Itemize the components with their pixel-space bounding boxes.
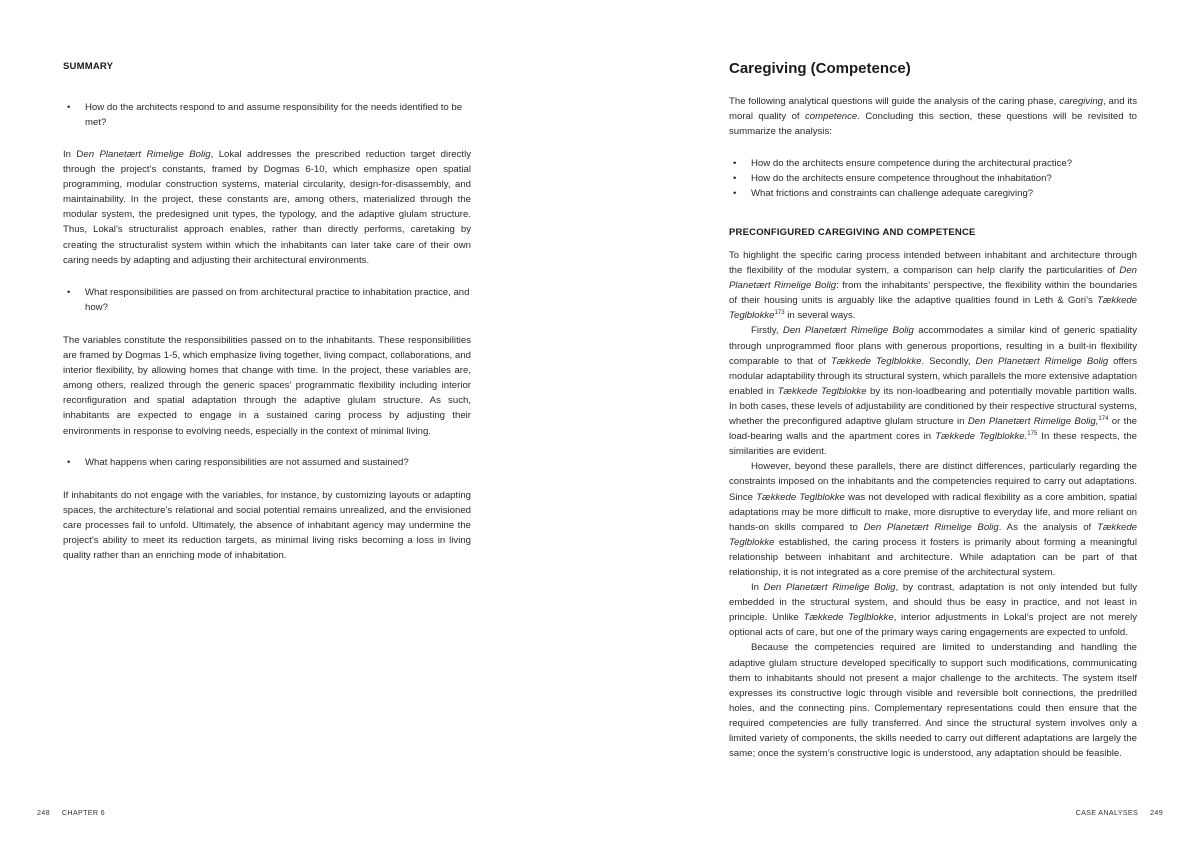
emphasis: competence: [805, 111, 858, 123]
project-title: en Planetært Rimelige Bolig: [83, 149, 211, 160]
paragraph: [729, 580, 1137, 640]
paragraph: [729, 323, 1137, 459]
text-run: In D: [63, 149, 84, 160]
list-item: • How do the architects respond to and assume responsibility for the needs identified to be met?: [63, 100, 471, 130]
project-title: Den Planetært Rimelige Bolig: [975, 355, 1109, 367]
project-title: Tækkede Teglblokke.: [935, 431, 1028, 443]
project-title: Den Planetært Rimelige Bolig: [763, 582, 896, 594]
analysis-questions: [729, 156, 1137, 201]
list-item: • What responsibilities are passed on from architectural practice to inhabitation practice, and how?: [63, 285, 471, 315]
text-run: established, the caring process it fosters is primarily about forming a meaningful relationship between inhabitant and architecture. While adaptation can be part of that relationship, it is not integrated as a core premise of the architectural system.: [729, 536, 1137, 578]
chapter-label: CHAPTER 6: [61, 808, 105, 817]
body-text: [729, 248, 1137, 761]
text-run: , interior adjustments in Lokal’s project are not merely optional acts of care, but one of the primary ways caring engagements are expected to unfold.: [729, 612, 1137, 639]
text-run: Firstly,: [751, 325, 783, 337]
text-run: . Secondly,: [921, 355, 976, 367]
summary-paragraph-1: [63, 147, 471, 268]
right-footer: [1076, 808, 1163, 817]
text-run: accommodates a similar kind of generic spatiality through unprogrammed floor plans with generous proportions, resulting in a built-in flexibility comparable to that of: [729, 325, 1138, 367]
question-list-3: [63, 455, 471, 470]
paragraph: [729, 459, 1137, 580]
left-footer: [37, 808, 105, 817]
question-list-1: [63, 100, 471, 130]
page-number: 248: [37, 808, 50, 817]
chapter-label: CASE ANALYSES: [1075, 808, 1139, 817]
page-title: Caregiving (Competence): [729, 60, 911, 77]
right-page: [600, 0, 1200, 849]
summary-paragraph-2: The variables constitute the responsibilities passed on to the inhabitants. These responsibilities are framed by Dogmas 1-5, which emphasize living together, living compact, collaborations, and interior flexibility, by allowing homes that change with time. In the project, these variables are, among others, realized through the generic spaces’ programmatic flexibility including interior reconfiguration and spatial adaptation through the adaptive glulam structure. As such, inhabitants are expected to engage in a sustained caring process by adjusting their environments in response to evolving needs, especially in the context of minimal living.: [63, 335, 471, 437]
text-run: To highlight the specific caring process intended between inhabitant and architecture through the flexibility of the modular system, a comparison can help clarify the particularities of: [729, 250, 1137, 277]
project-title: Den Planetært Rimelige Bolig,: [967, 416, 1099, 428]
text-run: , by contrast, adaptation is not only intended but fully embedded in the structural system, and should thus be easy in practice, and not least in principle. Unlike: [729, 582, 1138, 624]
text-run: , and its moral quality of: [729, 96, 1137, 123]
paragraph: Because the competencies required are limited to understanding and handling the adaptive glulam structure developed specifically to support such modifications, communicating them to inhabitants should not present a major challenge to the architects. The system itself expresses its constructive logic through visible and reversible bolt connections, the predrilled holes, and the connecting pins. Complementary representations could then ensure that the required competencies are fully transferred. And since the structural system involves only a limited variety of components, the skills needed to carry out different adaptations are largely the same; once the system’s constructive logic is understood, any adaptation should be feasible.: [729, 642, 1137, 760]
question-list-2: [63, 285, 471, 315]
text-run: In these respects, the similarities are evident.: [729, 431, 1137, 458]
project-title: Den Planetært Rimelige Bolig: [782, 325, 914, 337]
project-title: Tækkede Teglblokke: [756, 491, 845, 503]
project-title: Tækkede Teglblokke: [830, 355, 922, 367]
emphasis: caregiving: [1059, 96, 1104, 107]
intro-paragraph: [729, 94, 1137, 139]
footnote-ref: 175: [1027, 431, 1038, 438]
text-run: However, beyond these parallels, there are distinct differences, particularly regarding the constraints imposed on the inhabitants and the competencies required to carry out adaptations. Since: [729, 461, 1137, 503]
project-title: Den Planetært Rimelige Bolig: [729, 265, 1137, 292]
text-run: In: [751, 582, 764, 594]
project-title: Tækkede Teglblokke: [777, 385, 867, 397]
text-run: by its non-loadbearing and potentially movable partition walls. In both cases, these levels of adjustability are conditioned by their respective structural systems, whether the preconfigured adaptive glulam structure in: [729, 385, 1137, 428]
text-run: offers modular adaptability through its structural system, which parallels the more extensive adaptation enabled in: [729, 355, 1137, 397]
project-title: Tækkede Teglblokke: [803, 612, 894, 624]
footnote-ref: 174: [1098, 416, 1109, 423]
text-run: in several ways.: [784, 310, 856, 322]
summary-paragraph-3: If inhabitants do not engage with the variables, for instance, by customizing layouts or adapting spaces, the architecture’s relational and social potential remains unrealized, and the envisioned care processes fail to unfold. Ultimately, the absence of inhabitant agency may undermine the project’s ability to meet its reduction targets, as minimal living risks becoming a loss in living quality rather than an enriching mode of inhabitation.: [63, 490, 471, 562]
list-item: • How do the architects ensure competence throughout the inhabitation?: [729, 171, 1137, 186]
text-run: , Lokal addresses the prescribed reduction target directly through the project’s constants, framed by Dogmas 6-10, which emphasize open spatial programming, modular construction systems, material circularity, design-for-disassembly, and maintainability. In the project, these constants are, among others, materialized through the modular system, the predesigned unit types, the typology, and the adaptive glulam structure. Thus, Lokal’s structuralist approach enables, rather than directly performs, caretaking by creating the structuralist system within which the inhabitants can later take care of their own caring needs by adapting and adjusting their architectural environments.: [63, 149, 471, 266]
list-item: • How do the architects ensure competence during the architectural practice?: [729, 156, 1137, 171]
text-run: was not developed with radical flexibility as a core ambition, spatial adaptations may be more difficult to make, more disruptive to everyday life, and more reliant on hands-on skills compared to: [729, 491, 1137, 533]
list-item: • What happens when caring responsibilities are not assumed and sustained?: [63, 455, 471, 470]
project-title: Tækkede Teglblokke: [729, 521, 1137, 548]
section-subheading: PRECONFIGURED CAREGIVING AND COMPETENCE: [729, 227, 976, 238]
text-run: . Concluding this section, these questions will be revisited to summarize the analysis:: [729, 111, 1138, 138]
summary-heading: SUMMARY: [63, 61, 114, 72]
text-run: . As the analysis of: [998, 521, 1097, 533]
footnote-ref: 173: [774, 310, 785, 317]
text-run: The following analytical questions will guide the analysis of the caring phase,: [729, 96, 1060, 107]
list-item: • What frictions and constraints can challenge adequate caregiving?: [729, 186, 1137, 201]
project-title: Den Planetært Rimelige Bolig: [863, 521, 999, 533]
page-number: 249: [1150, 808, 1163, 817]
paragraph: [729, 248, 1137, 323]
text-run: : from the inhabitants’ perspective, the flexibility within the boundaries of their housing units is arguably like the adaptive qualities found in Leth & Gori’s: [729, 280, 1137, 307]
text-run: or the load-bearing walls and the apartment cores in: [729, 416, 1137, 443]
project-title: Tækkede Teglblokke: [729, 295, 1137, 322]
